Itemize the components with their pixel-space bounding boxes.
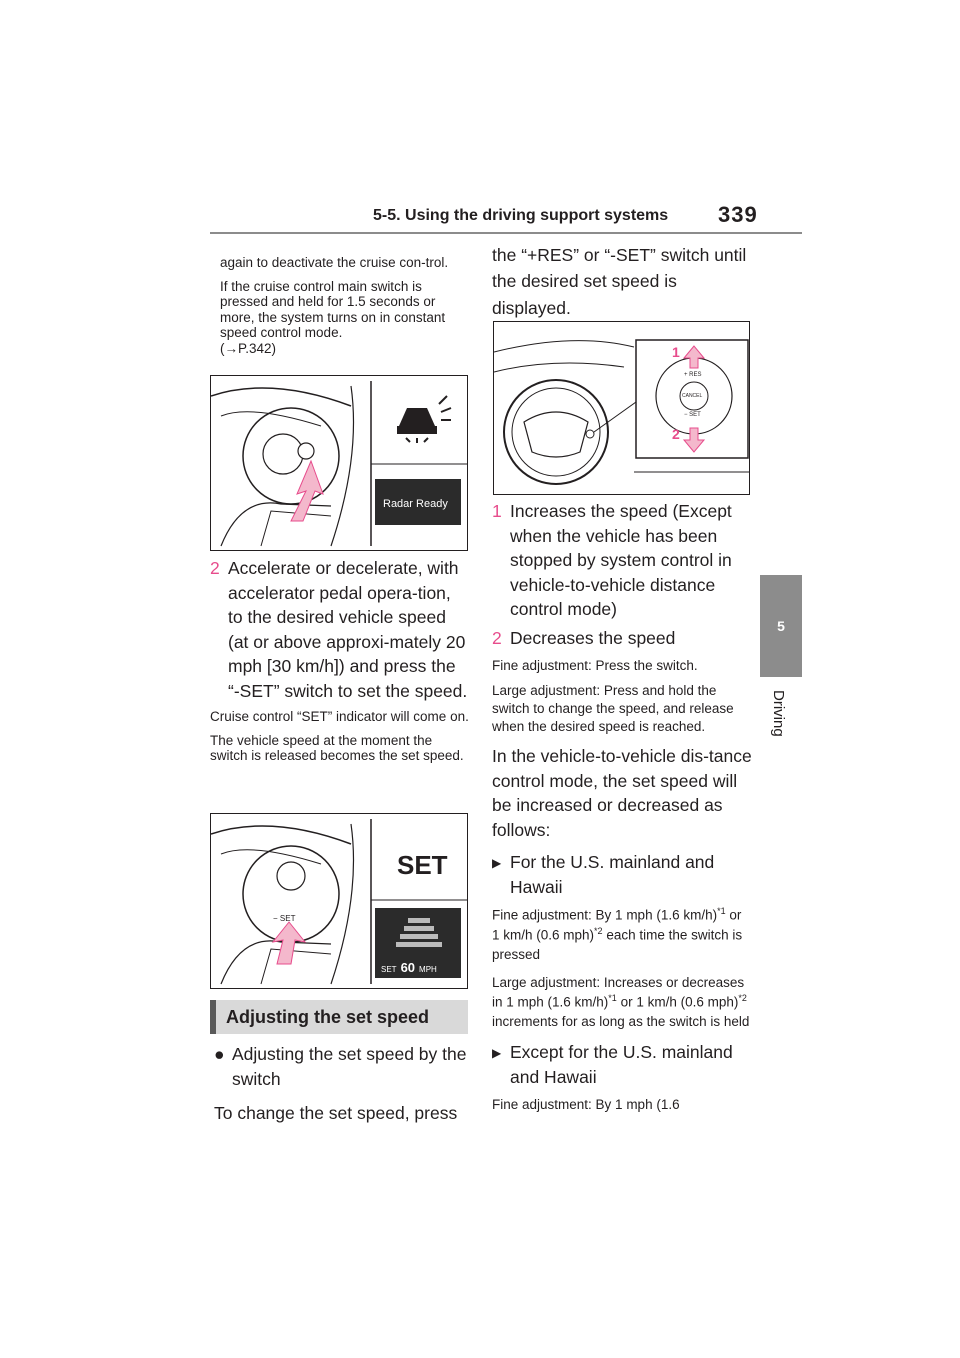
callout-2: 2 — [672, 426, 680, 442]
step-number: 1 — [492, 501, 502, 521]
step-item — [492, 499, 752, 622]
step-number: 2 — [492, 627, 502, 648]
steering-wheel-illustration — [494, 322, 749, 494]
sub-heading-item — [492, 850, 752, 899]
figure-radar-ready — [210, 375, 468, 551]
paragraph: Fine adjustment: Press the switch. — [492, 658, 698, 673]
paragraph: Large adjustment: Press and hold the switch to change the speed, and release when the desired speed is reached. — [492, 682, 734, 734]
figure-steering-wheel — [493, 321, 750, 495]
paragraph: To change the set speed, press — [214, 1103, 458, 1123]
paragraph: If the cruise control main switch is pressed and held for 1.5 seconds or more, the system turns on in constant speed control mode. — [220, 278, 446, 341]
cancel-label: CANCEL — [682, 393, 703, 399]
set-label: − SET — [684, 412, 701, 418]
steering-switch-illustration — [211, 376, 467, 550]
step-item — [210, 556, 470, 703]
step-text: Accelerate or decelerate, with accelerator pedal opera-tion, to the desired vehicle speed (at or above approxi-mately 20 mph [30 km/h]) and press the “-SET” switch to set the speed. — [228, 558, 468, 701]
paragraph: Fine adjustment: By 1 mph (1.6 km/h)$^{*1}$ or 1 km/h (0.6 mph)$^{*2}$ each time the switch is pressed — [492, 906, 743, 963]
speed-unit: MPH — [419, 965, 437, 974]
step-text: Increases the speed (Except when the vehicle has been stopped by system control in vehicle-to-vehicle distance control mode) — [510, 501, 732, 619]
header-rule — [210, 232, 802, 234]
bullet-text: Adjusting the set speed by the switch — [232, 1044, 467, 1089]
radar-cruise-icon — [397, 396, 451, 443]
step-item — [492, 626, 752, 651]
paragraph: The vehicle speed at the moment the switch is released becomes the set speed. — [210, 732, 464, 764]
paragraph: again to deactivate the cruise con-trol. — [220, 255, 449, 270]
left-column-middle — [210, 556, 470, 772]
speed-readout — [381, 960, 437, 975]
section-heading: Adjusting the set speed — [210, 1000, 468, 1034]
paragraph: Fine adjustment: By 1 mph (1.6 — [492, 1097, 680, 1113]
paragraph: In the vehicle-to-vehicle dis-tance control mode, the set speed will be increased or decreased as follows: — [492, 746, 752, 840]
right-column-top — [492, 242, 750, 321]
speed-value: 60 — [400, 960, 416, 975]
sub-heading-text: Except for the U.S. mainland and Hawaii — [510, 1042, 733, 1087]
set-indicator-label: SET — [397, 850, 448, 880]
bullet-item — [214, 1042, 472, 1091]
sub-heading-text: For the U.S. mainland and Hawaii — [510, 852, 715, 897]
right-column-main — [492, 499, 752, 1121]
paragraph: Large adjustment: Increases or decreases in 1 mph (1.6 km/h)$^{*1}$ or 1 km/h (0.6 mph)$^{*2}$ increments for as long as the switch is held — [492, 974, 750, 1030]
step-text: Decreases the speed — [510, 627, 676, 648]
page-number: 339 — [718, 202, 758, 227]
bullet-dot-icon: ● — [214, 1044, 225, 1064]
paragraph: the “+RES” or “-SET” switch until the desired set speed is displayed. — [492, 245, 747, 318]
speed-prefix: SET — [381, 965, 397, 974]
page-reference: (→P.342) — [220, 340, 277, 356]
step-number: 2 — [210, 558, 220, 578]
section-title: 5-5. Using the driving support systems — [373, 207, 669, 224]
left-column-bottom — [214, 1042, 472, 1126]
chapter-label: Driving — [770, 690, 787, 737]
res-label: + RES — [684, 372, 702, 378]
callout-1: 1 — [672, 344, 680, 360]
triangle-bullet-icon: ▶ — [492, 856, 502, 871]
switch-label: − SET — [273, 914, 296, 923]
paragraph: Cruise control “SET” indicator will come on. — [210, 709, 469, 724]
display-label: Radar Ready — [383, 498, 448, 510]
sub-heading-item — [492, 1040, 752, 1089]
triangle-bullet-icon: ▶ — [492, 1046, 502, 1061]
chapter-tab: 5 — [760, 575, 802, 677]
figure-set-indicator — [210, 813, 468, 989]
left-column-top — [220, 255, 468, 364]
